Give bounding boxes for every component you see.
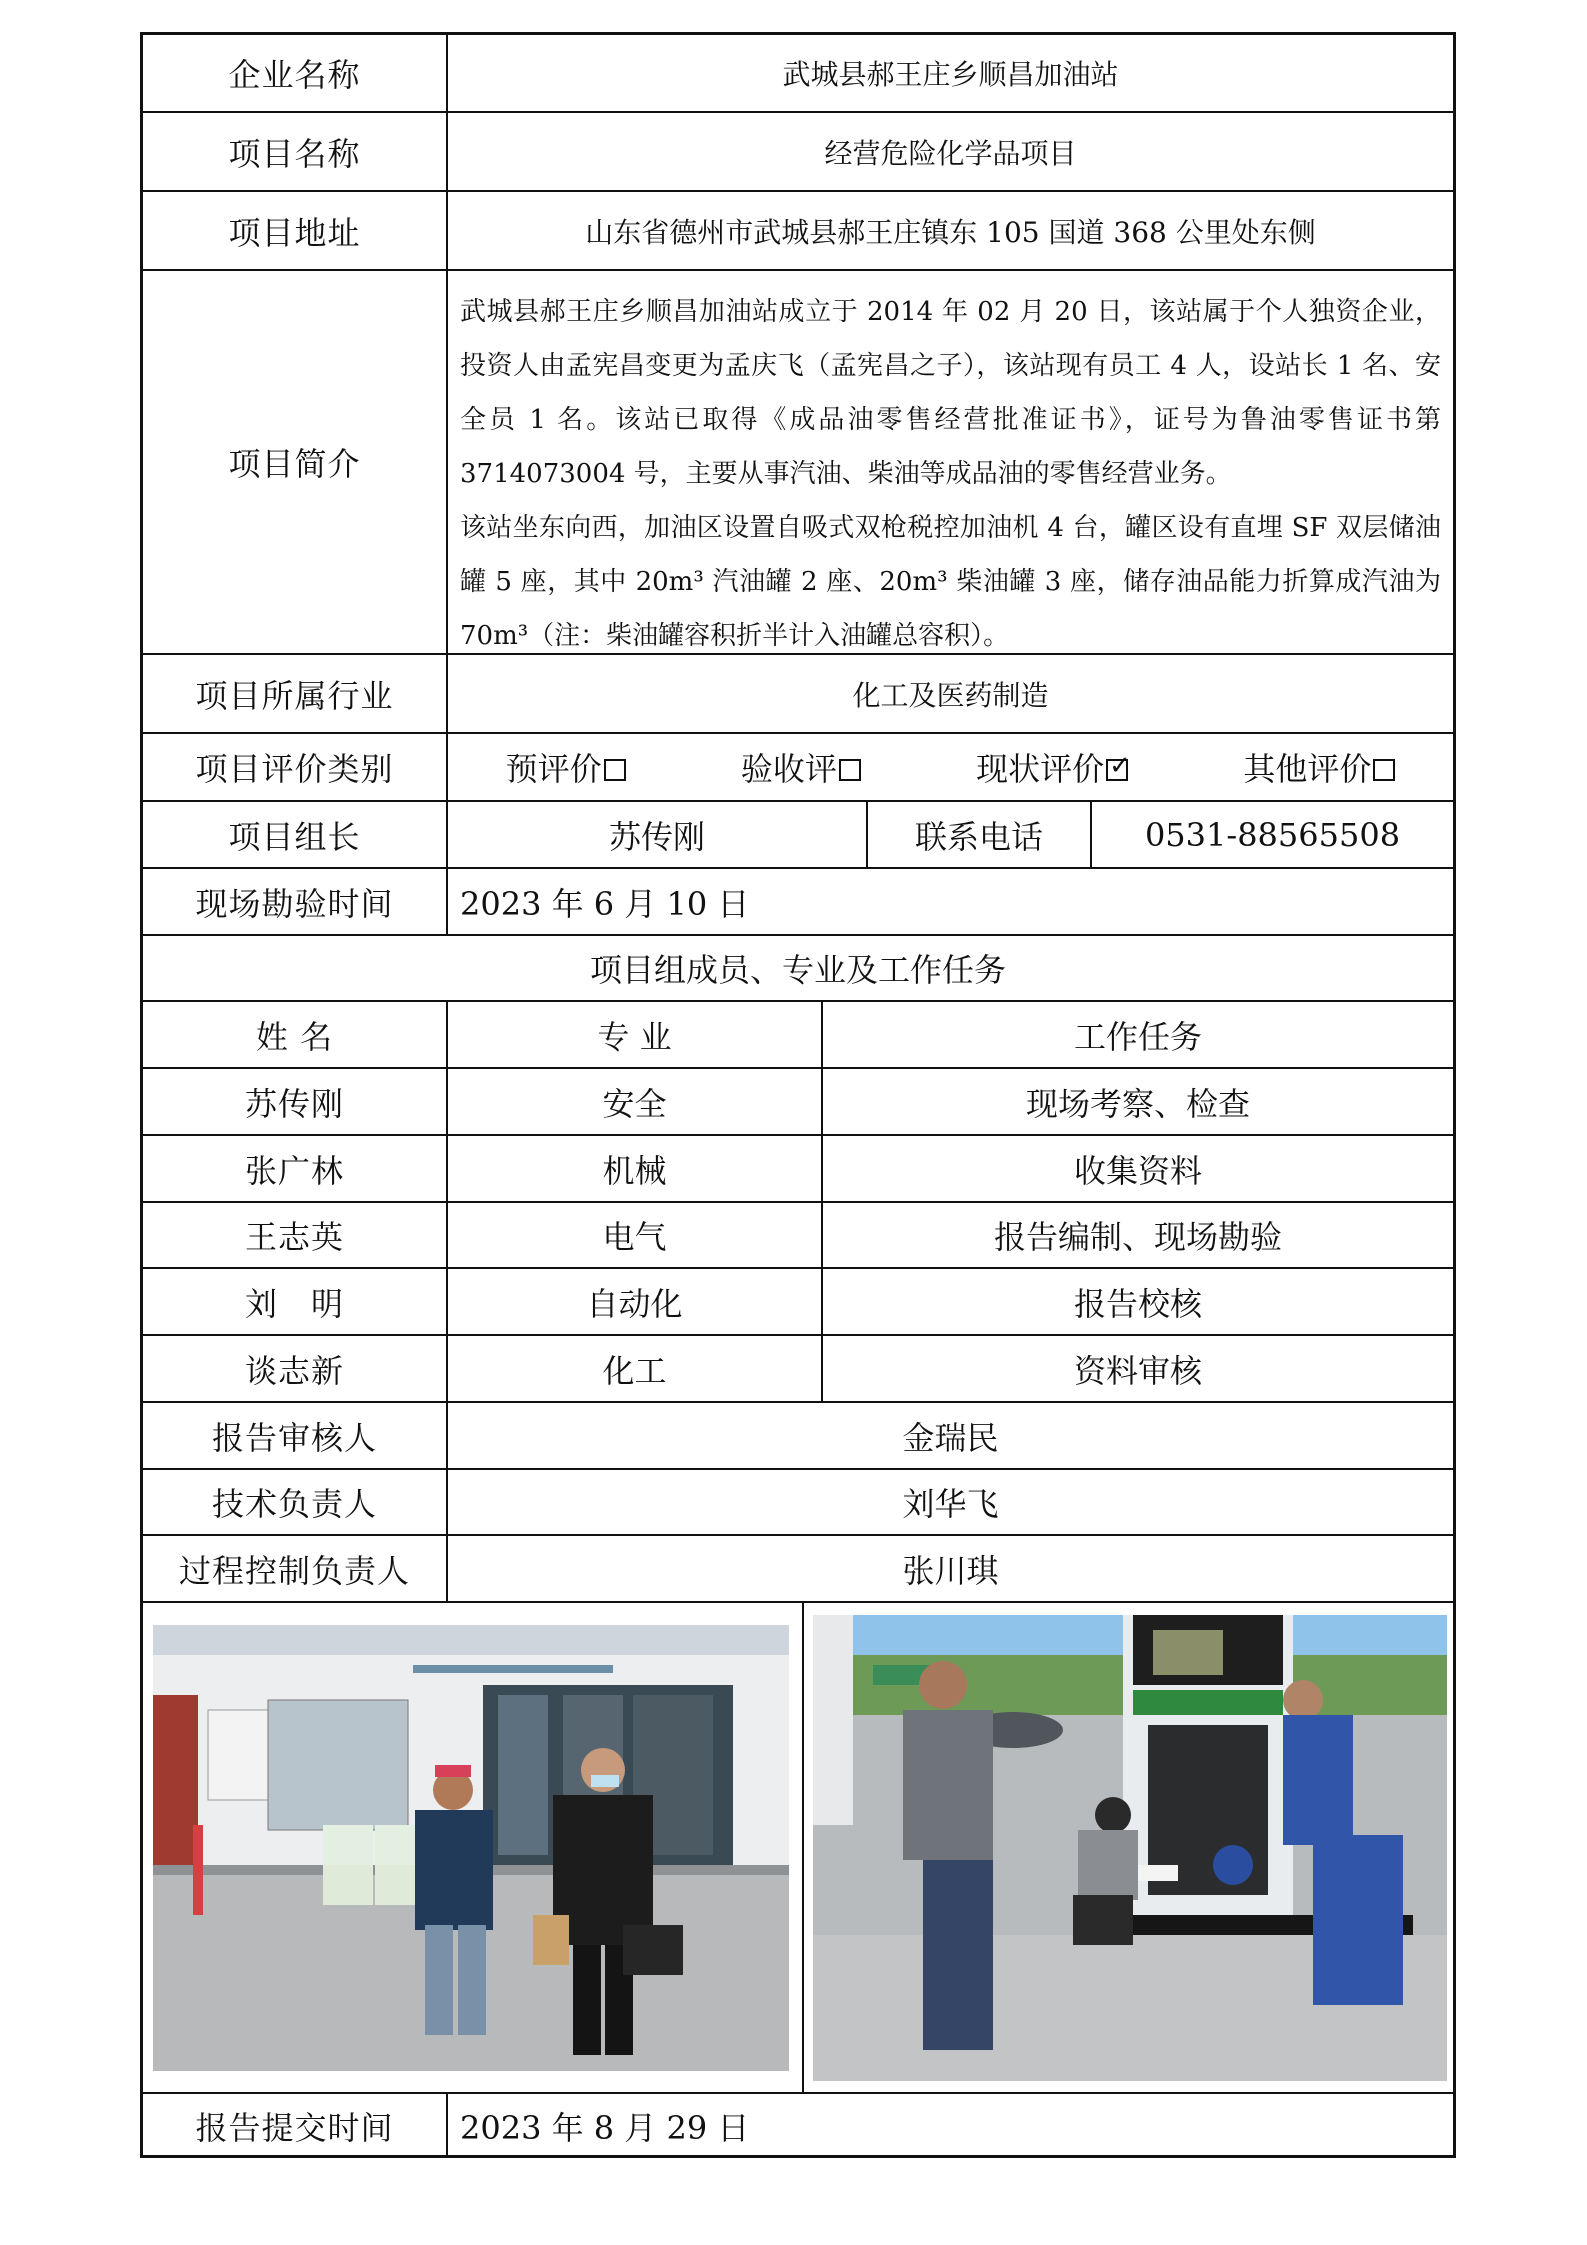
team-title: 项目组成员、专业及工作任务 [589,951,1006,989]
project-intro-text [448,271,1453,653]
tech-lead-label: 技术负责人 [143,1470,448,1534]
intro-paragraph-2: 该站坐东向西，加油区设置自吸式双枪税控加油机 4 台，罐区设有直埋 SF 双层储油罐 5 座，其中 20m³ 汽油罐 2 座、20m³ 柴油罐 3 座，储存油品能力折算成汽油为 70m³（注：柴油罐容积折半计入油罐总容积）。 [460,513,1441,651]
row-submit-time [143,2094,1453,2158]
eval-option-current[interactable]: 现状评价✓ [976,744,1128,790]
member-name: 张广林 [143,1136,448,1201]
row-project-name [143,113,1453,192]
row-project-address [143,192,1453,271]
submit-value: 2023 年 8 月 29 日 [460,2109,750,2147]
project-intro-label: 项目简介 [143,271,448,653]
row-leader [143,802,1453,869]
checkbox-checked-icon[interactable] [1106,759,1128,781]
row-reviewer [143,1403,1453,1470]
eval-option-acceptance[interactable]: 验收评 [741,744,861,790]
survey-label: 现场勘验时间 [143,869,448,934]
member-task: 报告校核 [1073,1284,1202,1323]
member-name: 刘 明 [143,1269,448,1334]
table-row [143,1203,1453,1269]
process-lead-value: 张川琪 [902,1551,999,1590]
row-tech-lead [143,1470,1453,1536]
company-label: 企业名称 [143,35,448,111]
member-major: 机械 [448,1136,823,1201]
eval-type-label: 项目评价类别 [143,734,448,800]
project-address-label: 项目地址 [143,192,448,269]
submit-label: 报告提交时间 [143,2094,448,2158]
eval-option-other[interactable]: 其他评价 [1243,744,1395,790]
project-name-label: 项目名称 [143,113,448,190]
leader-label: 项目组长 [143,802,448,867]
checkbox-unchecked-icon[interactable] [1373,759,1395,781]
site-photo-fuel-dispenser-inspection [813,1615,1447,2081]
member-task: 报告编制、现场勘验 [993,1218,1282,1256]
reviewer-value: 金瑞民 [902,1418,999,1457]
eval-type-options [448,734,1453,800]
project-address-value: 山东省德州市武城县郝王庄镇东 105 国道 368 公里处东侧 [585,215,1316,249]
checkbox-unchecked-icon[interactable] [604,759,626,781]
team-header-name: 姓 名 [143,1002,448,1067]
eval-option-pre[interactable]: 预评价 [506,744,626,790]
phone-value: 0531-88565508 [1144,815,1401,854]
leader-name: 苏传刚 [448,802,868,867]
industry-value: 化工及医药制造 [852,678,1049,712]
industry-label: 项目所属行业 [143,655,448,732]
site-photo-station-front [153,1625,789,2071]
member-task: 资料审核 [1073,1351,1202,1390]
row-eval-type [143,734,1453,802]
phone-label: 联系电话 [868,802,1092,867]
row-industry [143,655,1453,734]
table-row [143,1136,1453,1203]
reviewer-label: 报告审核人 [143,1403,448,1468]
member-major: 电气 [448,1203,823,1267]
process-lead-label: 过程控制负责人 [143,1536,448,1601]
table-row [143,1069,1453,1136]
team-header-task: 工作任务 [1073,1017,1202,1056]
member-name: 苏传刚 [143,1069,448,1134]
intro-paragraph-1: 武城县郝王庄乡顺昌加油站成立于 2014 年 02 月 20 日，该站属于个人独资企业，投资人由孟宪昌变更为孟庆飞（孟宪昌之子），该站现有员工 4 人，设站长 1 名、安全员 1 名。该站已取得《成品油零售经营批准证书》，证号为鲁油零售证书第 3714073004 号，主要从事汽油、柴油等成品油的零售经营业务。 [460,297,1441,489]
survey-value: 2023 年 6 月 10 日 [460,884,750,923]
row-company [143,35,1453,113]
member-major: 化工 [448,1336,823,1401]
team-header-row [143,1002,1453,1069]
member-name: 谈志新 [143,1336,448,1401]
team-header-major: 专 业 [448,1002,823,1067]
assessment-info-table [140,32,1456,2158]
checkbox-unchecked-icon[interactable] [839,759,861,781]
table-row [143,1336,1453,1403]
member-major: 安全 [448,1069,823,1134]
row-survey-time [143,869,1453,936]
row-team-title [143,936,1453,1002]
row-process-lead [143,1536,1453,1603]
project-name-value: 经营危险化学品项目 [824,136,1077,170]
tech-lead-value: 刘华飞 [902,1485,999,1523]
company-value: 武城县郝王庄乡顺昌加油站 [782,58,1119,91]
member-major: 自动化 [448,1269,823,1334]
row-photos [143,1603,1453,2094]
member-task: 收集资料 [1073,1151,1202,1190]
member-name: 王志英 [143,1203,448,1267]
member-task: 现场考察、检查 [1025,1084,1250,1123]
table-row [143,1269,1453,1336]
row-project-intro [143,271,1453,655]
